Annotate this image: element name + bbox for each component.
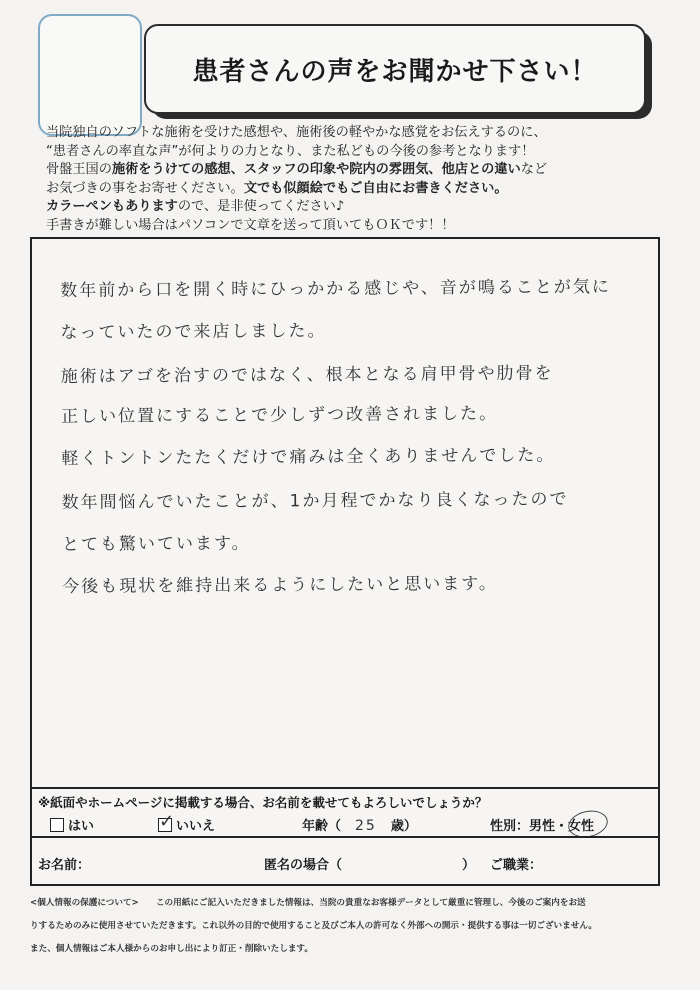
age-label: 年齢（ — [302, 819, 342, 834]
intro-line: 当院独自のソフトな施術を受けた感想や、施術後の軽やかな感覚をお伝えするのに、 — [46, 125, 547, 140]
anon-close: ） — [462, 858, 476, 873]
comment-line: 正しい位置にすることで少しずつ改善されました。 — [60, 403, 499, 427]
comment-line: 施術はアゴを治すのではなく、根本となる肩甲骨や肋骨を — [60, 363, 554, 387]
occupation-label: ご職業： — [490, 858, 543, 873]
no-checkbox[interactable] — [158, 811, 175, 832]
name-section — [30, 836, 660, 886]
privacy-notice — [30, 892, 670, 961]
photo-placeholder — [38, 14, 142, 136]
check-icon: ✓ — [159, 811, 175, 832]
intro-line: “患者さんの率直な声”が何よりの力となり、また私どもの今後の参考となります！ — [46, 143, 535, 159]
title-banner — [144, 24, 646, 114]
privacy-line: りするためのみに使用させていただきます。これ以外の目的で使用すること及びご本人の許可なく外部への開示・提供する事は一切ございません。 — [30, 921, 598, 931]
age-field[interactable] — [302, 815, 417, 834]
consent-section — [30, 787, 660, 839]
yes-label: はい — [68, 819, 95, 834]
comment-line: 軽くトントンたたくだけで痛みは全くありませんでした。 — [61, 445, 556, 469]
option-yes[interactable] — [50, 815, 94, 834]
intro-line: 手書きが難しい場合はパソコンで文章を送って頂いてもＯＫです！！ — [46, 217, 455, 233]
anon-label: 匿名の場合（ — [264, 858, 343, 873]
intro-text — [46, 124, 666, 236]
no-label: いいえ — [176, 819, 216, 834]
comment-line: 数年間悩んでいたことが、1か月程でかなり良くなったので — [61, 489, 569, 513]
comment-line: なっていたので来店しました。 — [60, 321, 327, 343]
intro-line: カラーペンもありますので、是非使ってください♪ — [46, 199, 345, 215]
page-title: 患者さんの声をお聞かせ下さい！ — [192, 56, 598, 87]
privacy-line: また、個人情報はご本人様からのお申し出により訂正・削除いたします。 — [30, 944, 313, 954]
age-value: 25 — [355, 818, 377, 834]
yes-checkbox[interactable] — [50, 818, 64, 832]
intro-line: 骨盤王国の施術をうけての感想、スタッフの印象や院内の雰囲気、他店との違いなど — [46, 162, 548, 178]
comment-line: とても驚いています。 — [61, 533, 251, 555]
consent-question: ※紙面やホームページに掲載する場合、お名前を載せてもよろしいでしょうか？ — [38, 795, 488, 810]
name-label: お名前： — [38, 858, 91, 873]
gender-label: 性別：男性・女性 — [490, 819, 595, 834]
intro-line: お気づきの事をお寄せください。文でも似顔絵でもご自由にお書きください。 — [46, 180, 508, 196]
comment-line: 数年前から口を開く時にひっかかる感じや、音が鳴ることが気に — [60, 277, 611, 301]
privacy-line: <個人情報の保護について> この用紙にご記入いただきました情報は、当院の貴重なお客様データとして厳重に管理し、今後のご案内をお送 — [30, 898, 586, 908]
comment-line: 今後も現状を維持出来るようにしたいと思います。 — [62, 573, 498, 597]
age-suffix: 歳） — [390, 819, 417, 834]
option-no[interactable] — [158, 811, 216, 834]
